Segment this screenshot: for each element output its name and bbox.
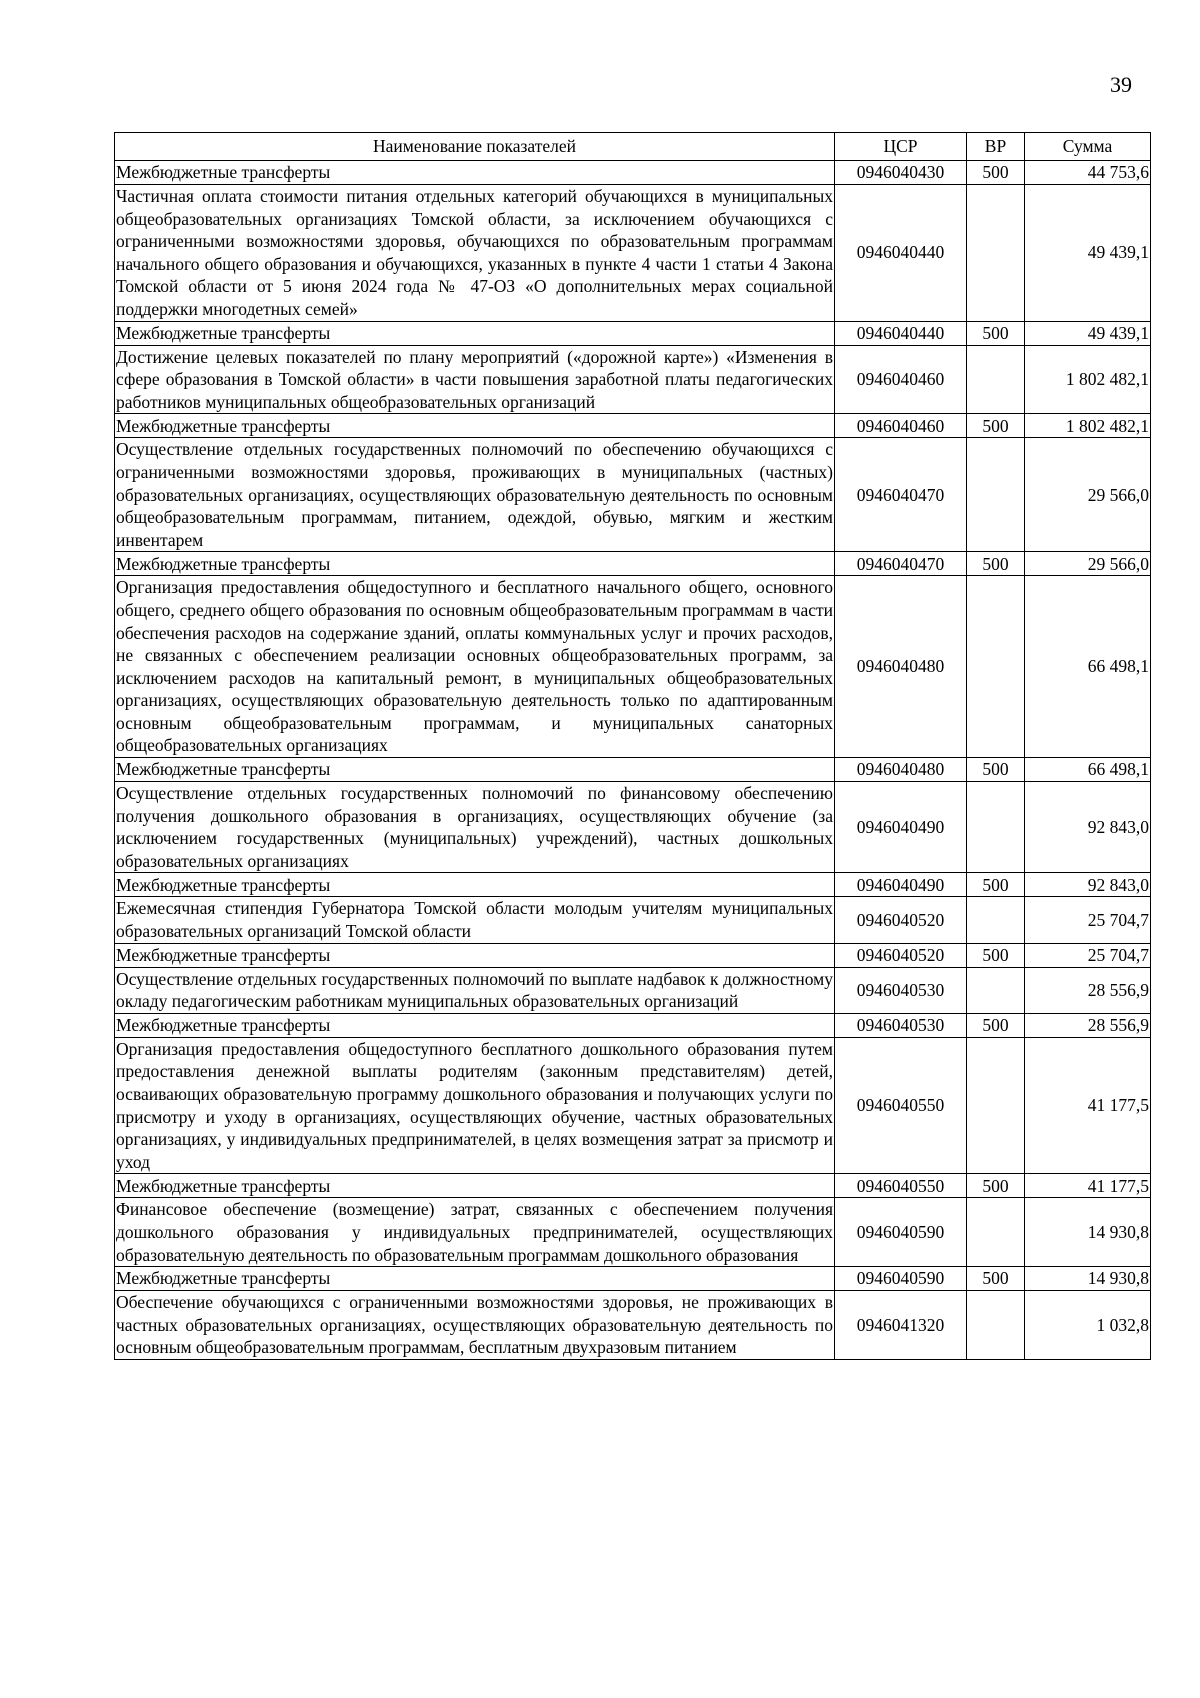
row-csr: 0946040550: [835, 1174, 967, 1198]
row-name: Достижение целевых показателей по плану мероприятий («дорожной карте») «Изменения в сфере образования в Томской области» в части повышения заработной платы педагогических работников муниципальных общеобразовательных организаций: [115, 345, 835, 414]
table-row: [115, 782, 1151, 873]
row-csr: 0946040440: [835, 185, 967, 322]
row-sum: 28 556,9: [1025, 967, 1151, 1013]
row-csr: 0946040520: [835, 897, 967, 943]
row-vr: 500: [967, 414, 1025, 438]
row-sum: 25 704,7: [1025, 943, 1151, 967]
budget-table: [114, 132, 1151, 1360]
row-sum: 66 498,1: [1025, 576, 1151, 758]
row-csr: 0946040530: [835, 1013, 967, 1037]
row-name: Ежемесячная стипендия Губернатора Томской области молодым учителям муниципальных образовательных организаций Томской области: [115, 897, 835, 943]
table-body: [115, 161, 1151, 1360]
table-row: [115, 552, 1151, 576]
row-csr: 0946040460: [835, 345, 967, 414]
row-sum: 41 177,5: [1025, 1037, 1151, 1174]
row-name: Межбюджетные трансферты: [115, 873, 835, 897]
row-vr: 500: [967, 161, 1025, 185]
row-sum: 28 556,9: [1025, 1013, 1151, 1037]
table-row: [115, 1013, 1151, 1037]
table-row: [115, 185, 1151, 322]
row-sum: 92 843,0: [1025, 782, 1151, 873]
page-number: 39: [1110, 72, 1132, 97]
table-row: [115, 1267, 1151, 1291]
row-csr: 0946040550: [835, 1037, 967, 1174]
row-sum: 29 566,0: [1025, 552, 1151, 576]
row-csr: 0946040430: [835, 161, 967, 185]
row-name: Финансовое обеспечение (возмещение) затрат, связанных с обеспечением получения дошкольного образования у индивидуальных предпринимателей, осуществляющих образовательную деятельность по образовательным программам дошкольного образования: [115, 1198, 835, 1267]
row-name: Обеспечение обучающихся с ограниченными возможностями здоровья, не проживающих в частных образовательных организациях, осуществляющих образовательную деятельность по основным общеобразовательным программам, бесплатным двухразовым питанием: [115, 1291, 835, 1360]
row-name: Осуществление отдельных государственных полномочий по финансовому обеспечению получения дошкольного образования в организациях, осуществляющих обучение (за исключением государственных (муниципальных) учреждений), частных дошкольных образовательных организациях: [115, 782, 835, 873]
row-sum: 49 439,1: [1025, 185, 1151, 322]
row-csr: 0946040460: [835, 414, 967, 438]
row-vr: 500: [967, 1267, 1025, 1291]
header-sum: Сумма: [1025, 133, 1151, 161]
row-name: Организация предоставления общедоступного и бесплатного начального общего, основного общего, среднего общего образования по основным общеобразовательным программам в части обеспечения расходов на содержание зданий, оплаты коммунальных услуг и прочих расходов, не связанных с обеспечением реализации основных общеобразовательных программ, за исключением расходов на капитальный ремонт, в муниципальных общеобразовательных организациях, осуществляющих образовательную деятельность только по адаптированным основным общеобразовательным программам, и муниципальных санаторных общеобразовательных организациях: [115, 576, 835, 758]
row-csr: 0946040470: [835, 438, 967, 552]
row-sum: 92 843,0: [1025, 873, 1151, 897]
row-csr: 0946040480: [835, 758, 967, 782]
table-row: [115, 873, 1151, 897]
row-sum: 1 802 482,1: [1025, 414, 1151, 438]
table-row: [115, 758, 1151, 782]
row-name: Организация предоставления общедоступного бесплатного дошкольного образования путем предоставления денежной выплаты родителям (законным представителям) детей, осваивающих образовательную программу дошкольного образования и получающих услуги по присмотру и уходу в организациях, осуществляющих обучение, частных образовательных организациях, у индивидуальных предпринимателей, в целях возмещения затрат за присмотр и уход: [115, 1037, 835, 1174]
row-vr: [967, 345, 1025, 414]
row-sum: 49 439,1: [1025, 321, 1151, 345]
row-sum: 1 802 482,1: [1025, 345, 1151, 414]
row-csr: 0946040590: [835, 1198, 967, 1267]
row-name: Межбюджетные трансферты: [115, 1013, 835, 1037]
row-name: Межбюджетные трансферты: [115, 321, 835, 345]
row-csr: 0946040470: [835, 552, 967, 576]
table-header-row: [115, 133, 1151, 161]
row-vr: 500: [967, 1013, 1025, 1037]
table-row: [115, 576, 1151, 758]
row-name: Межбюджетные трансферты: [115, 552, 835, 576]
row-name: Межбюджетные трансферты: [115, 414, 835, 438]
row-csr: 0946040590: [835, 1267, 967, 1291]
row-csr: 0946040520: [835, 943, 967, 967]
row-sum: 66 498,1: [1025, 758, 1151, 782]
row-csr: 0946040530: [835, 967, 967, 1013]
row-vr: [967, 1198, 1025, 1267]
row-vr: 500: [967, 943, 1025, 967]
row-sum: 14 930,8: [1025, 1198, 1151, 1267]
row-sum: 29 566,0: [1025, 438, 1151, 552]
row-csr: 0946041320: [835, 1291, 967, 1360]
row-name: Частичная оплата стоимости питания отдельных категорий обучающихся в муниципальных общеобразовательных организациях Томской области, за исключением обучающихся с ограниченными возможностями здоровья, обучающихся по образовательным программам начального общего образования и обучающихся, указанных в пункте 4 части 1 статьи 4 Закона Томской области от 5 июня 2024 года № 47-ОЗ «О дополнительных мерах социальной поддержки многодетных семей»: [115, 185, 835, 322]
header-vr: ВР: [967, 133, 1025, 161]
table-row: [115, 1037, 1151, 1174]
table-row: [115, 1198, 1151, 1267]
row-vr: 500: [967, 1174, 1025, 1198]
header-name: Наименование показателей: [115, 133, 835, 161]
row-name: Осуществление отдельных государственных полномочий по обеспечению обучающихся с ограниченными возможностями здоровья, проживающих в муниципальных (частных) образовательных организациях, осуществляющих образовательную деятельность по основным общеобразовательным программам, питанием, одеждой, обувью, мягким и жестким инвентарем: [115, 438, 835, 552]
row-sum: 44 753,6: [1025, 161, 1151, 185]
row-vr: 500: [967, 873, 1025, 897]
row-vr: [967, 897, 1025, 943]
row-csr: 0946040490: [835, 782, 967, 873]
row-sum: 41 177,5: [1025, 1174, 1151, 1198]
row-vr: [967, 782, 1025, 873]
row-name: Межбюджетные трансферты: [115, 161, 835, 185]
table-row: [115, 943, 1151, 967]
row-vr: 500: [967, 321, 1025, 345]
table-row: [115, 1291, 1151, 1360]
row-csr: 0946040440: [835, 321, 967, 345]
row-name: Осуществление отдельных государственных полномочий по выплате надбавок к должностному окладу педагогическим работникам муниципальных образовательных организаций: [115, 967, 835, 1013]
table-row: [115, 438, 1151, 552]
row-vr: [967, 1291, 1025, 1360]
row-name: Межбюджетные трансферты: [115, 943, 835, 967]
table-row: [115, 967, 1151, 1013]
row-sum: 14 930,8: [1025, 1267, 1151, 1291]
table-row: [115, 1174, 1151, 1198]
header-csr: ЦСР: [835, 133, 967, 161]
row-vr: [967, 438, 1025, 552]
row-sum: 25 704,7: [1025, 897, 1151, 943]
row-csr: 0946040480: [835, 576, 967, 758]
row-vr: 500: [967, 758, 1025, 782]
row-vr: [967, 185, 1025, 322]
row-sum: 1 032,8: [1025, 1291, 1151, 1360]
row-vr: [967, 1037, 1025, 1174]
row-vr: 500: [967, 552, 1025, 576]
row-name: Межбюджетные трансферты: [115, 758, 835, 782]
table-row: [115, 345, 1151, 414]
table-row: [115, 414, 1151, 438]
row-name: Межбюджетные трансферты: [115, 1267, 835, 1291]
row-vr: [967, 967, 1025, 1013]
table-row: [115, 321, 1151, 345]
table-row: [115, 897, 1151, 943]
row-vr: [967, 576, 1025, 758]
row-name: Межбюджетные трансферты: [115, 1174, 835, 1198]
table-row: [115, 161, 1151, 185]
row-csr: 0946040490: [835, 873, 967, 897]
